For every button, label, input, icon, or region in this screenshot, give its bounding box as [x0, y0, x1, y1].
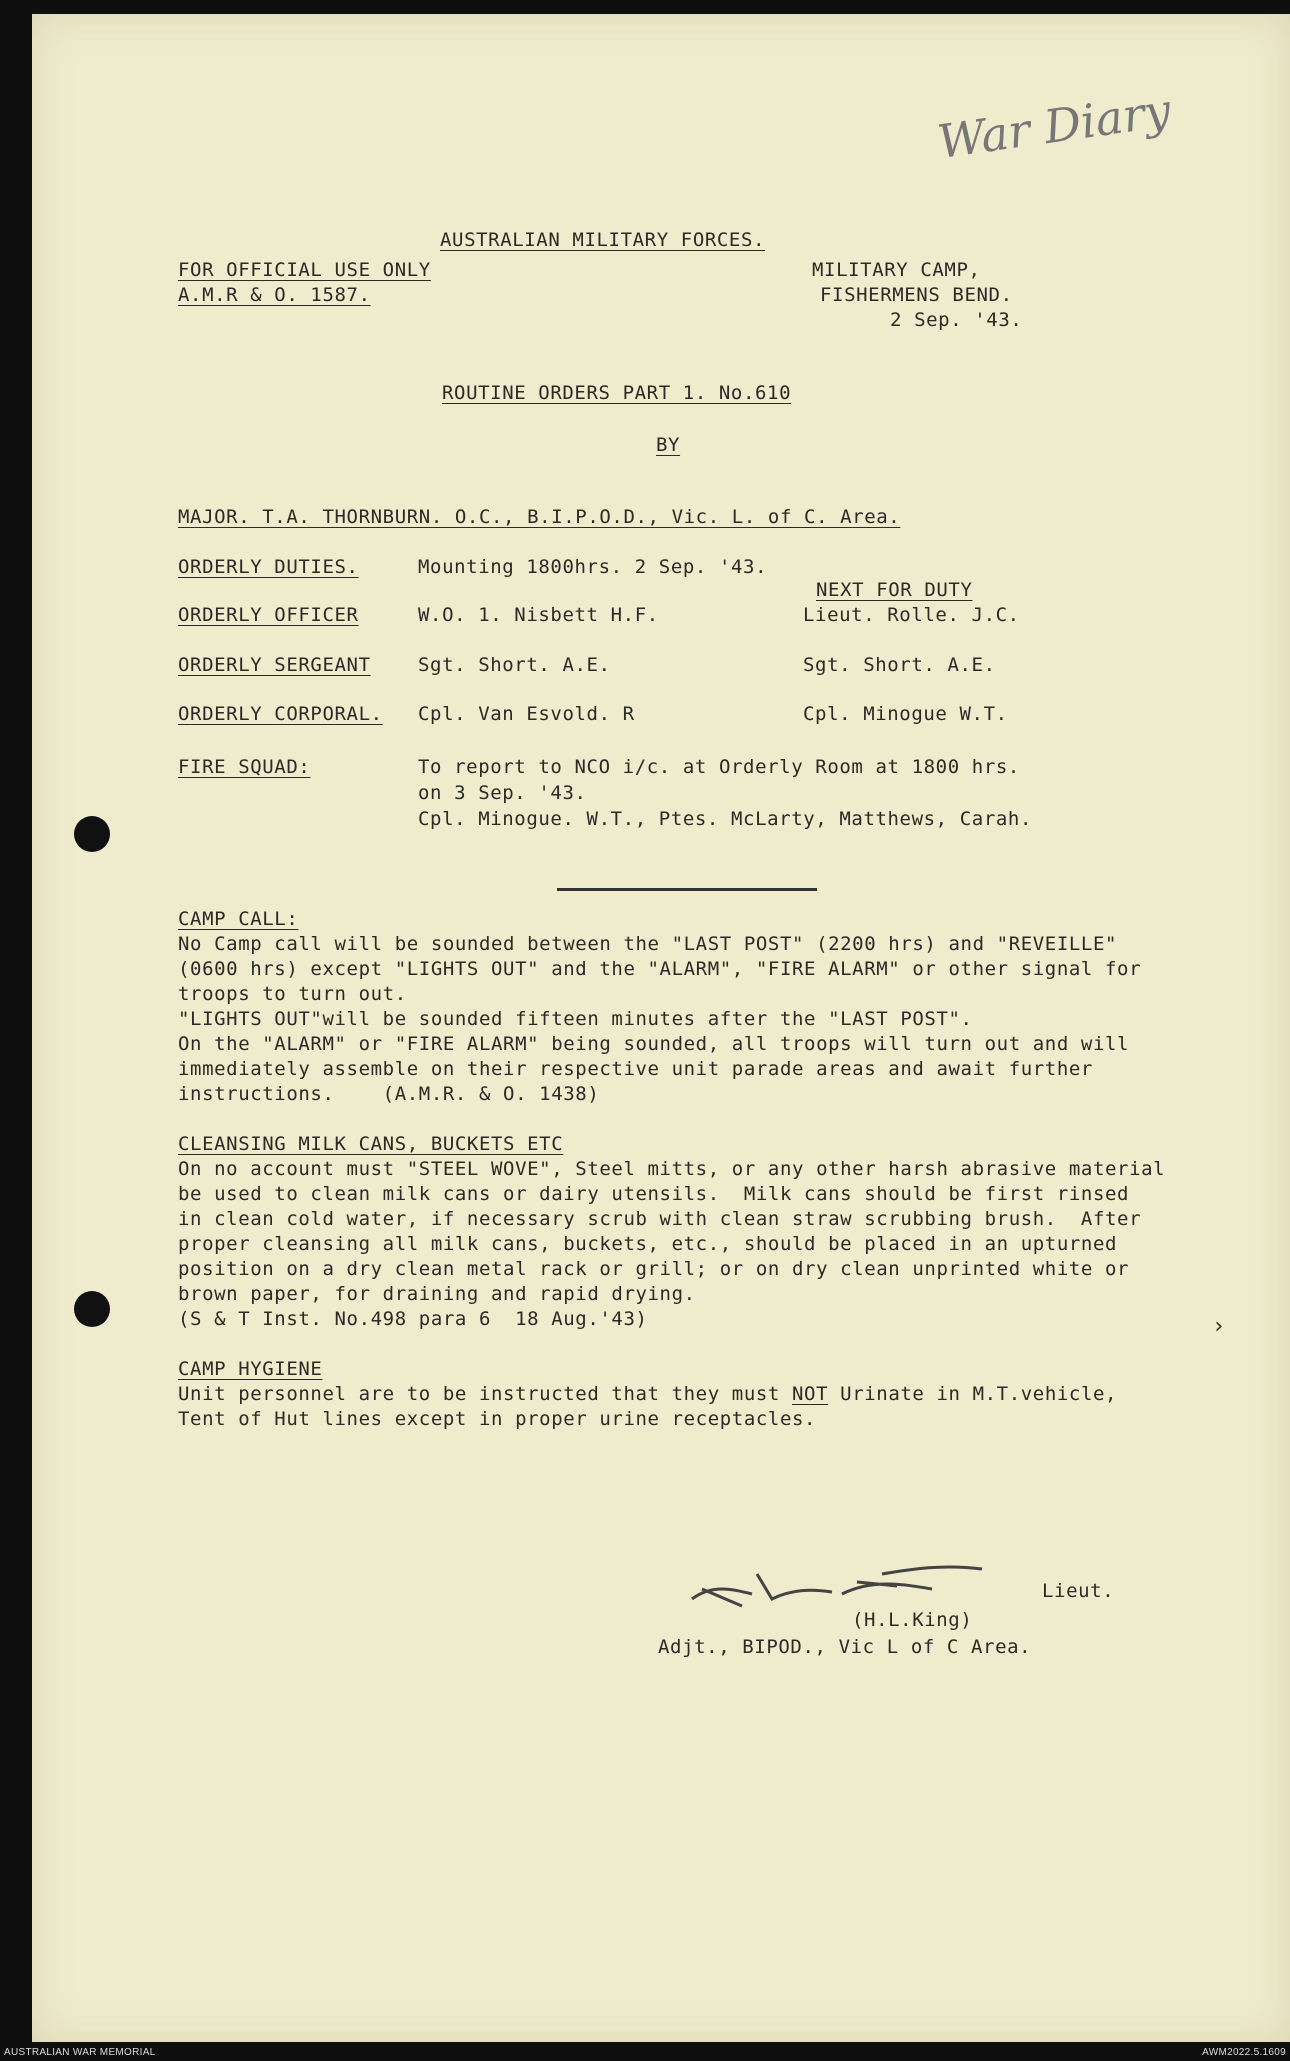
margin-mark: ›	[1212, 1314, 1226, 1339]
footer-accession: AWM2022.5.1609	[1202, 2047, 1286, 2058]
section-divider	[557, 888, 817, 891]
duty-row-label: ORDERLY CORPORAL.	[178, 703, 383, 725]
section-line: troops to turn out.	[178, 983, 407, 1005]
section-line: proper cleansing all milk cans, buckets, etc., should be placed in an upturned	[178, 1233, 1118, 1255]
hygiene-text: Urinate in M.T.vehicle,	[828, 1383, 1118, 1405]
duty-row-next: Sgt. Short. A.E.	[803, 654, 996, 676]
punch-hole	[74, 816, 110, 852]
duty-row-next: Lieut. Rolle. J.C.	[803, 604, 1020, 626]
reference: A.M.R & O. 1587.	[178, 284, 371, 306]
footer-source: AUSTRALIAN WAR MEMORIAL	[4, 2047, 156, 2058]
document-page	[32, 14, 1290, 2042]
emphasis-not: NOT	[792, 1383, 829, 1405]
fire-squad-label: FIRE SQUAD:	[178, 756, 311, 778]
document-date: 2 Sep. '43.	[890, 309, 1023, 331]
section-line: (0600 hrs) except "LIGHTS OUT" and the "ALARM", "FIRE ALARM" or other signal for	[178, 958, 1142, 980]
signatory-rank: Lieut.	[1042, 1580, 1115, 1602]
hygiene-text: Unit personnel are to be instructed that they must	[178, 1383, 792, 1405]
section-line: be used to clean milk cans or dairy utensils. Milk cans should be first rinsed	[178, 1183, 1130, 1205]
section-heading: CAMP HYGIENE	[178, 1358, 323, 1380]
section-line: instructions. (A.M.R. & O. 1438)	[178, 1083, 600, 1105]
orders-by: BY	[656, 434, 681, 456]
section-line: On the "ALARM" or "FIRE ALARM" being sounded, all troops will turn out and will	[178, 1033, 1130, 1055]
fire-squad-line: To report to NCO i/c. at Orderly Room at 1800 hrs.	[418, 756, 1020, 778]
section-line: "LIGHTS OUT"will be sounded fifteen minutes after the "LAST POST".	[178, 1008, 973, 1030]
section-line: position on a dry clean metal rack or grill; or on dry clean unprinted white or	[178, 1258, 1130, 1280]
orders-title: ROUTINE ORDERS PART 1. No.610	[442, 382, 792, 404]
location-line-2: FISHERMENS BEND.	[820, 284, 1013, 306]
organisation-heading: AUSTRALIAN MILITARY FORCES.	[440, 229, 766, 251]
section-heading: CAMP CALL:	[178, 908, 299, 930]
section-line: brown paper, for draining and rapid drying.	[178, 1283, 696, 1305]
punch-hole	[74, 1291, 110, 1327]
duty-row-label: ORDERLY OFFICER	[178, 604, 359, 626]
fire-squad-line: on 3 Sep. '43.	[418, 782, 587, 804]
handwritten-annotation: War Diary	[934, 82, 1174, 170]
section-line: (S & T Inst. No.498 para 6 18 Aug.'43)	[178, 1308, 648, 1330]
next-for-duty-heading: NEXT FOR DUTY	[816, 579, 973, 601]
classification: FOR OFFICIAL USE ONLY	[178, 259, 431, 281]
location-line-1: MILITARY CAMP,	[812, 259, 981, 281]
section-heading: CLEANSING MILK CANS, BUCKETS ETC	[178, 1133, 564, 1155]
duty-row-current: Sgt. Short. A.E.	[418, 654, 611, 676]
signatory-appointment: Adjt., BIPOD., Vic L of C Area.	[658, 1636, 1032, 1658]
section-line: Tent of Hut lines except in proper urine receptacles.	[178, 1408, 817, 1430]
issuing-authority: MAJOR. T.A. THORNBURN. O.C., B.I.P.O.D., Vic. L. of C. Area.	[178, 506, 901, 528]
section-line: On no account must "STEEL WOVE", Steel mitts, or any other harsh abrasive material	[178, 1158, 1166, 1180]
duty-row-current: W.O. 1. Nisbett H.F.	[418, 604, 659, 626]
duty-row-label: ORDERLY SERGEANT	[178, 654, 371, 676]
orderly-duties-value: Mounting 1800hrs. 2 Sep. '43.	[418, 556, 768, 578]
section-line: immediately assemble on their respective unit parade areas and await further	[178, 1058, 1093, 1080]
section-line: No Camp call will be sounded between the "LAST POST" (2200 hrs) and "REVEILLE"	[178, 933, 1118, 955]
duty-row-current: Cpl. Van Esvold. R	[418, 703, 635, 725]
section-line: in clean cold water, if necessary scrub with clean straw scrubbing brush. After	[178, 1208, 1142, 1230]
section-line	[178, 1381, 1117, 1407]
fire-squad-line: Cpl. Minogue. W.T., Ptes. McLarty, Matthews, Carah.	[418, 808, 1032, 830]
signatory-name: (H.L.King)	[852, 1609, 973, 1631]
duty-row-next: Cpl. Minogue W.T.	[803, 703, 1008, 725]
orderly-duties-label: ORDERLY DUTIES.	[178, 556, 359, 578]
